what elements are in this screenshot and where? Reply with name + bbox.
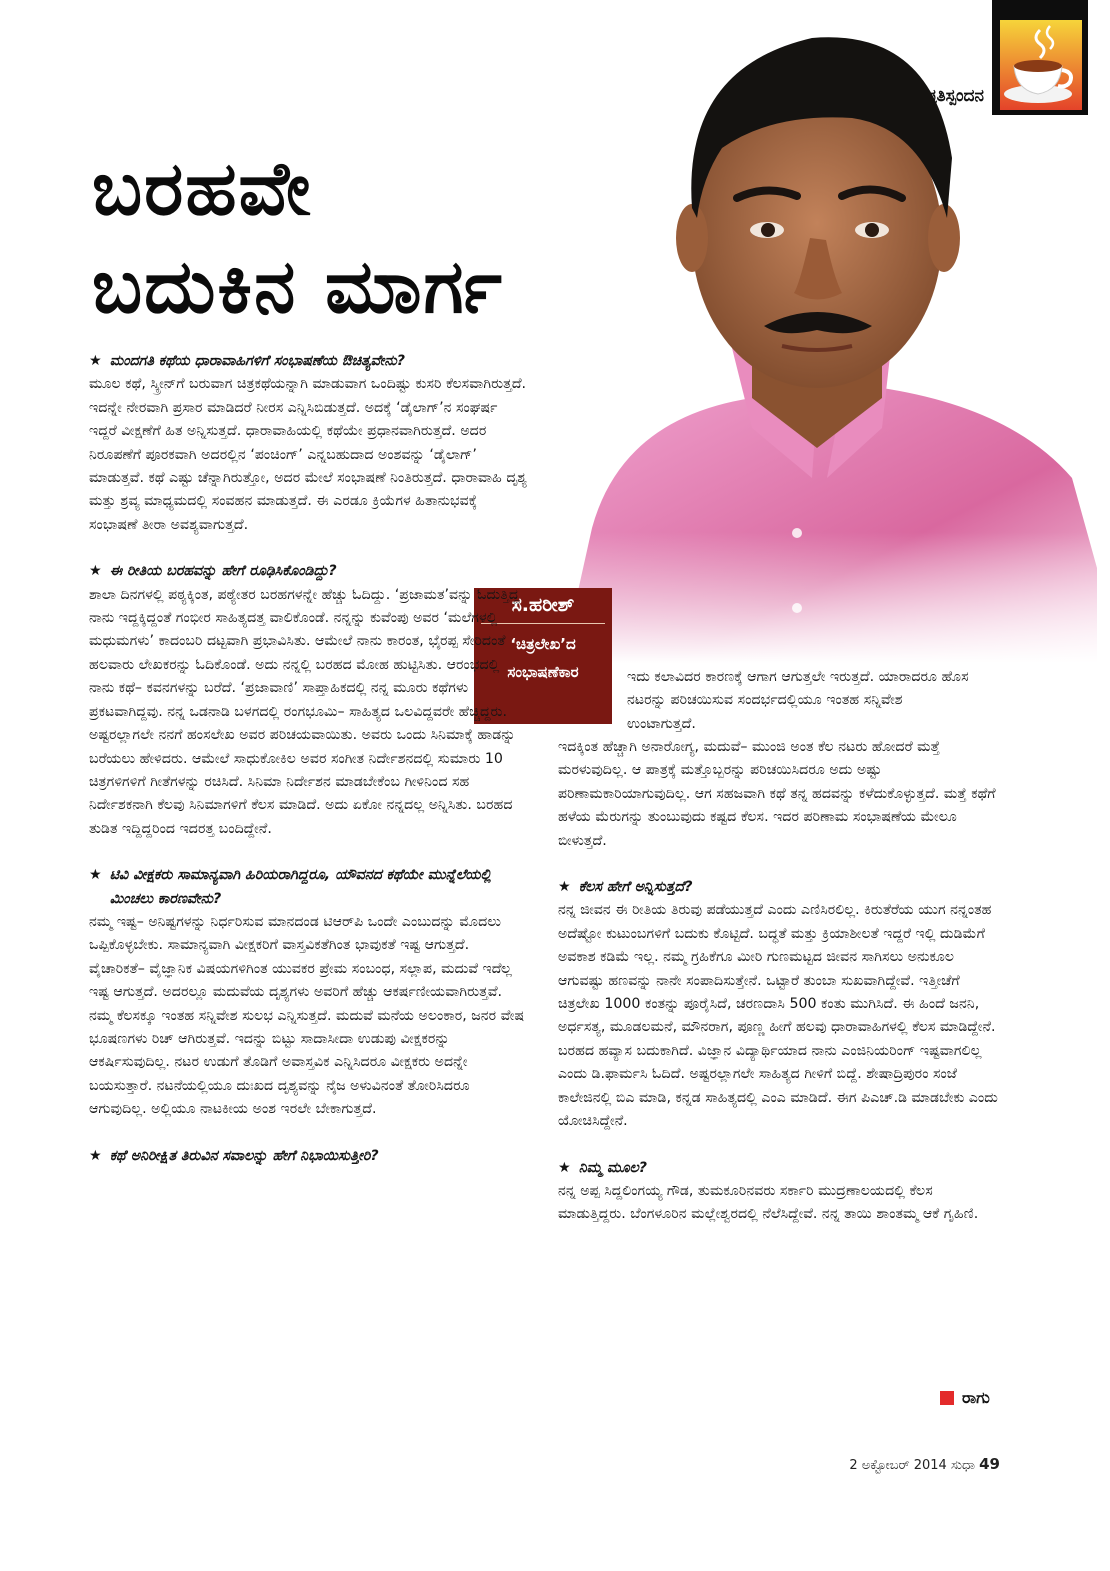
question-6-text: ನಿಮ್ಮ ಮೂಲ? [578,1159,647,1176]
caption-role-line-2: ಸಂಭಾಷಣೆಕಾರ [507,663,579,681]
page-number: 49 [979,1455,1000,1473]
portrait-photo [552,8,1097,663]
question-4 [89,1145,529,1168]
star-icon: ★ [89,353,102,369]
question-3-text: ಟಿವಿ ವೀಕ್ಷಕರು ಸಾಮಾನ್ಯವಾಗಿ ಹಿರಿಯರಾಗಿದ್ದರೂ, ಯೌವನದ ಕಥೆಯೇ ಮುನ್ನೆಲೆಯಲ್ಲಿ ಮಿಂಚಲು ಕಾರಣವೇನು? [109,867,492,907]
star-icon: ★ [558,879,571,896]
answer-6: ನನ್ನ ಅಪ್ಪ ಸಿದ್ದಲಿಂಗಯ್ಯ ಗೌಡ, ತುಮಕೂರಿನವರು ಸರ್ಕಾರಿ ಮುದ್ರಣಾಲಯದಲ್ಲಿ ಕೆಲಸ ಮಾಡುತ್ತಿದ್ದರು. ಬೆಂಗಳೂರಿನ ಮಲ್ಲೇಶ್ವರದಲ್ಲಿ ನೆಲೆಸಿದ್ದೇವೆ. ನನ್ನ ತಾಯಿ ಶಾಂತಮ್ಮ ಆಕೆ ಗೃಹಿಣಿ. [558,1182,979,1223]
answer-1: ಮೂಲ ಕಥೆ, ಸ್ಕ್ರೀನ್‌ಗೆ ಬರುವಾಗ ಚಿತ್ರಕಥೆಯನ್ನಾಗಿ ಮಾಡುವಾಗ ಒಂದಿಷ್ಟು ಕುಸರಿ ಕೆಲಸವಾಗಿರುತ್ತದೆ. ಇದನ್ನೇ ನೇರವಾಗಿ ಪ್ರಸಾರ ಮಾಡಿದರೆ ನೀರಸ ಎನ್ನಿಸಿಬಿಡುತ್ತದೆ. ಅದಕ್ಕೆ ‘ಡೈಲಾಗ್’ನ ಸಂಘರ್ಷ ಇದ್ದರೆ ವೀಕ್ಷಣೆಗೆ ಹಿತ ಅನ್ನಿಸುತ್ತದೆ. ಧಾರಾವಾಹಿಯಲ್ಲಿ ಕಥೆಯೇ ಪ್ರಧಾನವಾಗಿರುತ್ತದೆ. ಅದರ ನಿರೂಪಣೆಗೆ ಪೂರಕವಾಗಿ ಅದರಲ್ಲಿನ ‘ಪಂಚಿಂಗ್’ ಎನ್ನಬಹುದಾದ ಅಂಶವನ್ನು ‘ಡೈಲಾಗ್’ ಮಾಡುತ್ತವೆ. ಕಥೆ ಎಷ್ಟು ಚೆನ್ನಾಗಿರುತ್ತೋ, ಅದರ ಮೇಲೆ ಸಂಭಾಷಣೆ ನಿಂತಿರುತ್ತದೆ. ಧಾರಾವಾಹಿ ದೃಶ್ಯ ಮತ್ತು ಶ್ರವ್ಯ ಮಾಧ್ಯಮದಲ್ಲಿ ಸಂವಹನ ಮಾಡುತ್ತದೆ. ಈ ಎರಡೂ ಕ್ರಿಯೆಗಳ ಹಿತಾನುಭವಕ್ಕೆ ಸಂಭಾಷಣೆ ತೀರಾ ಅವಶ್ಯವಾಗುತ್ತದೆ. [89,376,527,533]
star-icon: ★ [558,1159,571,1176]
answer-4-part-1: ಇದು ಕಲಾವಿದರ ಕಾರಣಕ್ಕೆ ಆಗಾಗ ಆಗುತ್ತಲೇ ಇರುತ್ತದೆ. ಯಾರಾದರೂ ಹೊಸ ನಟರನ್ನು ಪರಿಚಯಿಸುವ ಸಂದರ್ಭದಲ್ಲಿಯೂ ಇಂತಹ ಸನ್ನಿವೇಶ ಉಂಟಾಗುತ್ತದೆ. [627,669,969,732]
footer-date: 2 ಅಕ್ಟೋಬರ್ 2014 ಸುಧಾ [849,1458,975,1473]
question-1 [89,350,529,373]
question-5 [558,876,998,899]
question-6 [558,1157,998,1180]
caption-role-line-1: ‘ಚಿತ್ರಲೇಖ’ದ [510,635,576,653]
star-icon: ★ [89,867,102,884]
article-title [92,140,562,336]
page-footer [849,1455,1000,1473]
question-1-text: ಮಂದಗತಿ ಕಥೆಯ ಧಾರಾವಾಹಿಗಳಿಗೆ ಸಂಭಾಷಣೆಯ ಔಚಿತ್ಯವೇನು? [109,353,406,369]
star-icon: ★ [89,1147,102,1164]
question-3 [89,864,529,911]
right-column-top [627,666,972,736]
question-4-text: ಕಥೆ ಅನಿರೀಕ್ಷಿತ ತಿರುವಿನ ಸವಾಲನ್ನು ಹೇಗೆ ನಿಭಾಯಿಸುತ್ತೀರಿ? [109,1147,379,1164]
answer-5: ನನ್ನ ಜೀವನ ಈ ರೀತಿಯ ತಿರುವು ಪಡೆಯುತ್ತದೆ ಎಂದು ಎಣಿಸಿರಲಿಲ್ಲ. ಕಿರುತೆರೆಯ ಯುಗ ನನ್ನಂತಹ ಅದೆಷ್ಟೋ ಕುಟುಂಬಗಳಿಗೆ ಬದುಕು ಕೊಟ್ಟಿದೆ. ಬದ್ಧತೆ ಮತ್ತು ಕ್ರಿಯಾಶೀಲತೆ ಇದ್ದರೆ ಇಲ್ಲಿ ದುಡಿಮೆಗೆ ಅವಕಾಶ ಕಡಿಮೆ ಇಲ್ಲ. ನಮ್ಮ ಗ್ರಹಿಕೆಗೂ ಮೀರಿ ಗುಣಮಟ್ಟದ ಜೀವನ ಸಾಗಿಸಲು ಅನುಕೂಲ ಆಗುವಷ್ಟು ಹಣವನ್ನು ನಾನೇ ಸಂಪಾದಿಸುತ್ತೇನೆ. ಒಟ್ಟಾರೆ ತುಂಬಾ ಸುಖವಾಗಿದ್ದೇವೆ. ಇತ್ತೀಚೆಗೆ ಚಿತ್ರಲೇಖ 1000 ಕಂತನ್ನು ಪೂರೈಸಿದೆ, ಚರಣದಾಸಿ 500 ಕಂತು ಮುಗಿಸಿದೆ. ಈ ಹಿಂದೆ ಜನನಿ, ಅರ್ಧಸತ್ಯ, ಮೂಡಲಮನೆ, ಮೌನರಾಗ, ಪೂಣ್ಣ ಹೀಗೆ ಹಲವು ಧಾರಾವಾಹಿಗಳಲ್ಲಿ ಕೆಲಸ ಮಾಡಿದ್ದೇನೆ. ಬರಹದ ಹವ್ಯಾಸ ಬದುಕಾಗಿದೆ. ವಿಜ್ಞಾನ ವಿದ್ಯಾರ್ಥಿಯಾದ ನಾನು ಎಂಜಿನಿಯರಿಂಗ್ ಇಷ್ಟವಾಗಲಿಲ್ಲ ಎಂದು ಡಿ.ಫಾರ್ಮಸಿ ಓದಿದೆ. ಅಷ್ಟರಲ್ಲಾಗಲೇ ಸಾಹಿತ್ಯದ ಗೀಳಿಗೆ ಬಿದ್ದೆ. ಶೇಷಾದ್ರಿಪುರಂ ಸಂಜೆ ಕಾಲೇಜಿನಲ್ಲಿ ಬಿಎ ಮಾಡಿ, ಕನ್ನಡ ಸಾಹಿತ್ಯದಲ್ಲಿ ಎಂಎ ಮಾಡಿದೆ. ಈಗ ಪಿಎಚ್.ಡಿ ಮಾಡಬೇಕು ಎಂದು ಯೋಚಿಸಿದ್ದೇನೆ. [558,902,998,1130]
question-2 [89,560,529,583]
red-square-icon [940,1391,954,1405]
answer-2: ಶಾಲಾ ದಿನಗಳಲ್ಲಿ ಪಠ್ಯಕ್ಕಿಂತ, ಪಠ್ಯೇತರ ಬರಹಗಳನ್ನೇ ಹೆಚ್ಚು ಓದಿದ್ದು. ‘ಪ್ರಜಾಮತ’ವನ್ನು ಓದುತ್ತಿದ್ದ ನಾನು ಇದ್ದಕ್ಕಿದ್ದಂತೆ ಗಂಭೀರ ಸಾಹಿತ್ಯದತ್ತ ವಾಲಿಕೊಂಡೆ. ನನ್ನನ್ನು ಕುವೆಂಪು ಅವರ ‘ಮಲೆಗಳಲ್ಲಿ ಮಧುಮಗಳು’ ಕಾದಂಬರಿ ದಟ್ಟವಾಗಿ ಪ್ರಭಾವಿಸಿತು. ಆಮೇಲೆ ನಾನು ಕಾರಂತ, ಭೈರಪ್ಪ ಸೇರಿದಂತೆ ಹಲವಾರು ಲೇಖಕರನ್ನು ಓದಿಕೊಂಡೆ. ಅದು ನನ್ನಲ್ಲಿ ಬರಹದ ಮೋಹ ಹುಟ್ಟಿಸಿತು. ಆರಂಭದಲ್ಲಿ ನಾನು ಕಥೆ– ಕವನಗಳನ್ನು ಬರೆದೆ. ‘ಪ್ರಜಾವಾಣಿ’ ಸಾಪ್ತಾಹಿಕದಲ್ಲಿ ನನ್ನ ಮೂರು ಕಥೆಗಳು ಪ್ರಕಟವಾಗಿದ್ದವು. ನನ್ನ ಒಡನಾಡಿ ಬಳಗದಲ್ಲಿ ರಂಗಭೂಮಿ– ಸಾಹಿತ್ಯದ ಒಲವಿದ್ದವರೇ ಹೆಚ್ಚಿದ್ದರು. ಅಷ್ಟರಲ್ಲಾಗಲೇ ನನಗೆ ಹಂಸಲೇಖ ಅವರ ಪರಿಚಯವಾಯಿತು. ಅವರು ಒಂದು ಸಿನಿಮಾಕ್ಕೆ ಹಾಡನ್ನು ಬರೆಯಲು ಹೇಳಿದರು. ಆಮೇಲೆ ಸಾಧುಕೋಕಿಲ ಅವರ ಸಂಗೀತ ನಿರ್ದೇಶನದಲ್ಲಿ ಸುಮಾರು 10 ಚಿತ್ರಗಳಿಗಳಿಗೆ ಗೀತೆಗಳನ್ನು ರಚಿಸಿದೆ. ಸಿನಿಮಾ ನಿರ್ದೇಶನ ಮಾಡಬೇಕೆಂಬ ಗೀಳಿನಿಂದ ಸಹ ನಿರ್ದೇಶಕನಾಗಿ ಕೆಲವು ಸಿನಿಮಾಗಳಿಗೆ ಕೆಲಸ ಮಾಡಿದೆ. ಅದು ಏಕೋ ನನ್ನದಲ್ಲ ಅನ್ನಿಸಿತು. ಬರಹದ ತುಡಿತ ಇದ್ದಿದ್ದರಿಂದ ಇದರತ್ತ ಬಂದಿದ್ದೇನೆ. [89,586,520,837]
title-line-1: ಬರಹವೇ [92,146,313,232]
question-2-text: ಈ ರೀತಿಯ ಬರಹವನ್ನು ಹೇಗೆ ರೂಢಿಸಿಕೊಂಡಿದ್ದು? [109,563,337,580]
answer-4-part-2: ಇದಕ್ಕಿಂತ ಹೆಚ್ಚಾಗಿ ಅನಾರೋಗ್ಯ, ಮದುವೆ– ಮುಂಜಿ ಅಂತ ಕೆಲ ನಟರು ಹೋದರೆ ಮತ್ತೆ ಮರಳುವುದಿಲ್ಲ. ಆ ಪಾತ್ರಕ್ಕೆ ಮತ್ತೊಬ್ಬರನ್ನು ಪರಿಚಯಿಸಿದರೂ ಅದು ಅಷ್ಟು ಪರಿಣಾಮಕಾರಿಯಾಗುವುದಿಲ್ಲ. ಆಗ ಸಹಜವಾಗಿ ಕಥೆ ತನ್ನ ಹದವನ್ನು ಕಳೆದುಕೊಳ್ಳುತ್ತದೆ. ಮತ್ತೆ ಕಥೆಗೆ ಹಳೆಯ ಮೆರುಗನ್ನು ತುಂಬುವುದು ಕಷ್ಟದ ಕೆಲಸ. ಇದರ ಪರಿಣಾಮ ಸಂಭಾಷಣೆಯ ಮೇಲೂ ಬೀಳುತ್ತದೆ. [558,739,996,849]
star-icon: ★ [89,563,102,580]
right-column [558,736,998,1227]
left-column [89,350,529,1168]
answer-3: ನಮ್ಮ ಇಷ್ಟ– ಅನಿಷ್ಟಗಳನ್ನು ನಿರ್ಧರಿಸುವ ಮಾನದಂಡ ಟಿಆರ್‌ಪಿ ಒಂದೇ ಎಂಬುದನ್ನು ಮೊದಲು ಒಪ್ಪಿಕೊಳ್ಳಬೇಕು. ಸಾಮಾನ್ಯವಾಗಿ ವೀಕ್ಷಕರಿಗೆ ವಾಸ್ತವಿಕತೆಗಿಂತ ಭಾವುಕತೆ ಇಷ್ಟ ಆಗುತ್ತದೆ. ವೈಚಾರಿಕತೆ– ವೈಜ್ಞಾನಿಕ ವಿಷಯಗಳಿಗಿಂತ ಯುವಕರ ಪ್ರೇಮ ಸಂಬಂಧ, ಸಲ್ಲಾಪ, ಮದುವೆ ಇದೆಲ್ಲ ಇಷ್ಟ ಆಗುತ್ತದೆ. ಅದರಲ್ಲೂ ಮದುವೆಯ ದೃಶ್ಯಗಳು ಅವರಿಗೆ ಹೆಚ್ಚು ಆಕರ್ಷಣೀಯವಾಗಿರುತ್ತವೆ. ನಮ್ಮ ಕೆಲಸಕ್ಕೂ ಇಂತಹ ಸನ್ನಿವೇಶ ಸುಲಭ ಎನ್ನಿಸುತ್ತದೆ. ಮದುವೆ ಮನೆಯ ಅಲಂಕಾರ, ಜನರ ವೇಷ ಭೂಷಣಗಳು ರಿಚ್ ಆಗಿರುತ್ತವೆ. ಇದನ್ನು ಬಿಟ್ಟು ಸಾದಾಸೀದಾ ಉಡುಪು ವೀಕ್ಷಕರನ್ನು ಆಕರ್ಷಿಸುವುದಿಲ್ಲ. ನಟರ ಉಡುಗೆ ತೊಡಿಗೆ ಅವಾಸ್ತವಿಕ ಎನ್ನಿಸಿದರೂ ವೀಕ್ಷಕರು ಅದನ್ನೇ ಬಯಸುತ್ತಾರೆ. ನಟನೆಯಲ್ಲಿಯೂ ದುಃಖದ ದೃಶ್ಯವನ್ನು ನೈಜ ಅಳುವಿನಂತೆ ತೋರಿಸಿದರೂ ಆಗುವುದಿಲ್ಲ. ಅಲ್ಲಿಯೂ ನಾಟಕೀಯ ಅಂಶ ಇರಲೇ ಬೇಕಾಗುತ್ತದೆ. [89,913,525,1118]
question-5-text: ಕೆಲಸ ಹೇಗೆ ಅನ್ನಿಸುತ್ತದೆ? [578,879,693,896]
author-byline [940,1388,990,1408]
caption-name: ಸ.ಹರೀಶ್ [511,594,575,616]
author-name: ರಾಗು [962,1388,990,1407]
title-line-2: ಬದುಕಿನ ಮಾರ್ಗ [92,244,504,330]
